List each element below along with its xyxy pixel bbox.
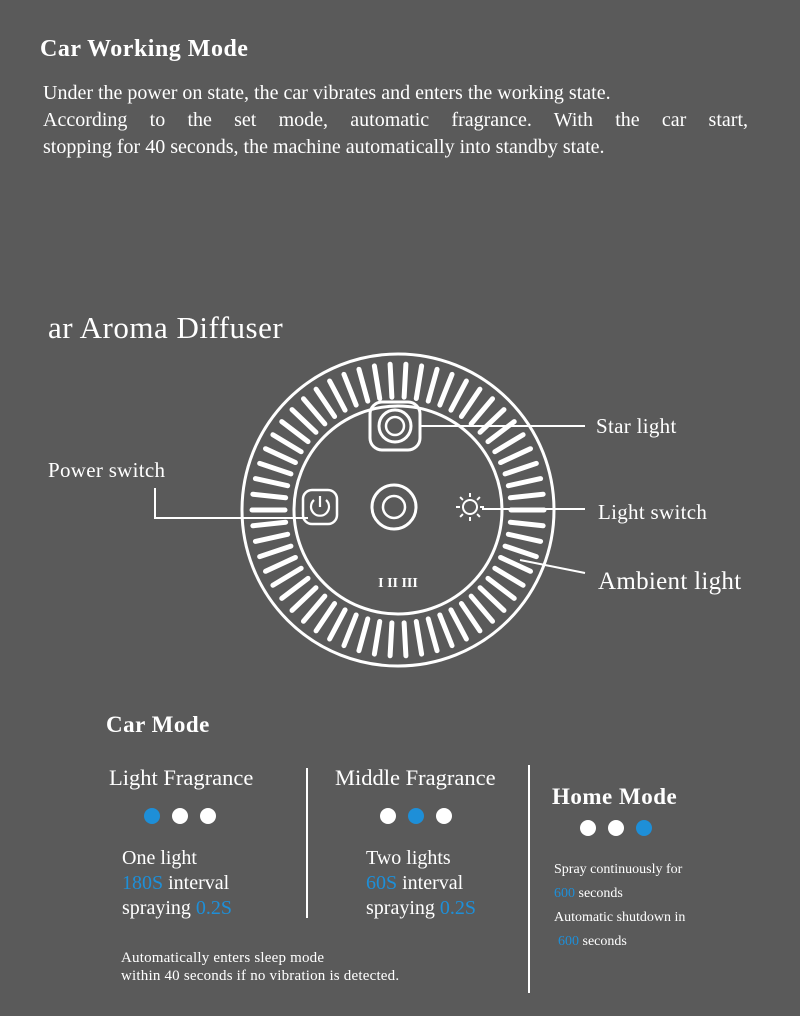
vent-slot xyxy=(508,479,540,486)
working-line-3: stopping for 40 seconds, the machine automatically into standby state. xyxy=(43,136,605,158)
middle-spray-text: spraying xyxy=(366,897,440,919)
mode-marks: I II III xyxy=(378,576,418,591)
vent-slot xyxy=(255,534,287,541)
sun-ray xyxy=(477,514,480,517)
vent-slot xyxy=(505,463,536,474)
vent-slot xyxy=(255,479,287,486)
sleep-note xyxy=(121,949,399,985)
vent-slot xyxy=(316,389,335,416)
vent-slot xyxy=(265,449,295,463)
home-mode-desc xyxy=(554,858,685,954)
vent-slot xyxy=(428,369,437,401)
vent-slot xyxy=(282,422,308,442)
vent-slot xyxy=(416,366,421,399)
vent-slot xyxy=(505,546,536,557)
vent-slot xyxy=(495,435,523,452)
ambient-light-label: Ambient light xyxy=(598,568,742,595)
middle-spray-value: 0.2S xyxy=(439,897,477,919)
middle-fragrance-title: Middle Fragrance xyxy=(335,765,496,790)
vent-slot xyxy=(461,604,480,631)
star-light-label: Star light xyxy=(596,414,677,438)
spray-nozzle xyxy=(372,485,416,529)
light-spray-text: spraying xyxy=(122,897,196,919)
power-switch-label: Power switch xyxy=(48,458,166,482)
working-mode-description xyxy=(43,80,748,161)
indicator-dot-1 xyxy=(580,820,596,836)
vent-slot xyxy=(404,623,406,656)
vent-slot xyxy=(330,381,345,410)
vent-slot xyxy=(501,449,531,463)
vent-slot xyxy=(253,494,286,498)
vent-slot xyxy=(451,610,466,639)
home-value-1: 600 xyxy=(554,886,575,901)
middle-line-3 xyxy=(366,896,476,921)
vent-slot xyxy=(440,374,452,405)
home-line-1: Spray continuously for xyxy=(554,862,683,877)
light-line-3 xyxy=(122,896,232,921)
home-line-2 xyxy=(554,882,685,906)
car-mode-title: Car Mode xyxy=(106,712,210,737)
vent-slot xyxy=(461,389,480,416)
power-icon[interactable] xyxy=(303,490,337,524)
vent-slot xyxy=(508,534,540,541)
indicator-dot-1 xyxy=(380,808,396,824)
home-mode-title: Home Mode xyxy=(552,784,678,809)
home-value-2: 600 xyxy=(558,934,579,949)
vent-slot xyxy=(374,366,379,399)
home-line-3: Automatic shutdown in xyxy=(554,910,686,925)
vent-slot xyxy=(260,546,291,557)
indicator-dot-2 xyxy=(408,808,424,824)
light-interval-value: 180S xyxy=(122,872,164,894)
vent-slot xyxy=(359,369,368,401)
sleep-note-line-2: within 40 seconds if no vibration is detected. xyxy=(121,968,400,984)
indicator-dot-3 xyxy=(200,808,216,824)
vent-slot xyxy=(359,619,368,651)
vent-slot xyxy=(495,568,523,585)
diffuser-title: ar Aroma Diffuser xyxy=(48,310,284,345)
middle-line-2 xyxy=(366,871,476,896)
vent-slot xyxy=(260,463,291,474)
home-unit-2: seconds xyxy=(579,934,627,949)
indicator-dot-1 xyxy=(144,808,160,824)
vent-slot xyxy=(501,557,531,571)
vent-slot xyxy=(510,522,543,526)
home-line-4 xyxy=(554,930,685,954)
vent-slot xyxy=(273,435,301,452)
light-spray-value: 0.2S xyxy=(195,897,233,919)
vent-slot xyxy=(488,578,514,598)
vent-slot xyxy=(416,622,421,655)
sleep-note-line-1: Automatically enters sleep mode xyxy=(121,950,325,966)
indicator-dot-2 xyxy=(172,808,188,824)
middle-fragrance-dots xyxy=(380,808,452,824)
vent-slot xyxy=(316,604,335,631)
sun-icon[interactable] xyxy=(456,493,484,521)
middle-fragrance-desc xyxy=(366,846,476,921)
vent-slot xyxy=(273,568,301,585)
sun-ray xyxy=(460,497,463,500)
power-switch-leader xyxy=(155,488,308,518)
vent-slot xyxy=(344,374,356,405)
light-fragrance-title: Light Fragrance xyxy=(109,765,254,790)
vent-slot xyxy=(374,622,379,655)
light-fragrance-desc xyxy=(122,846,232,921)
light-line-1: One light xyxy=(122,847,197,869)
working-mode-title: Car Working Mode xyxy=(40,36,249,62)
light-line-2 xyxy=(122,871,232,896)
vent-slot xyxy=(428,619,437,651)
vent-slot xyxy=(440,615,452,646)
indicator-dot-3 xyxy=(636,820,652,836)
divider-2 xyxy=(528,765,530,993)
indicator-dot-3 xyxy=(436,808,452,824)
vent-slot xyxy=(330,610,345,639)
vent-slot xyxy=(510,494,543,498)
indicator-dot-2 xyxy=(608,820,624,836)
vent-slot xyxy=(488,422,514,442)
middle-interval-text: interval xyxy=(397,872,464,894)
sun-ray xyxy=(460,514,463,517)
vent-slot xyxy=(253,522,286,526)
middle-interval-value: 60S xyxy=(366,872,398,894)
vent-slot xyxy=(282,578,308,598)
vent-slot xyxy=(344,615,356,646)
vent-slot xyxy=(265,557,295,571)
sun-ray xyxy=(477,497,480,500)
middle-line-1: Two lights xyxy=(366,847,451,869)
vent-slot xyxy=(390,623,392,656)
light-fragrance-dots xyxy=(144,808,216,824)
home-mode-dots xyxy=(580,820,652,836)
divider-1 xyxy=(306,768,308,918)
vent-slot xyxy=(390,364,392,397)
light-interval-text: interval xyxy=(163,872,230,894)
light-switch-label: Light switch xyxy=(598,500,708,524)
working-line-2: According to the set mode, automatic fragrance. With the car start, xyxy=(43,109,748,131)
vent-slot xyxy=(404,364,406,397)
vent-slot xyxy=(451,381,466,410)
home-unit-1: seconds xyxy=(575,886,623,901)
working-line-1: Under the power on state, the car vibrates and enters the working state. xyxy=(43,82,611,104)
